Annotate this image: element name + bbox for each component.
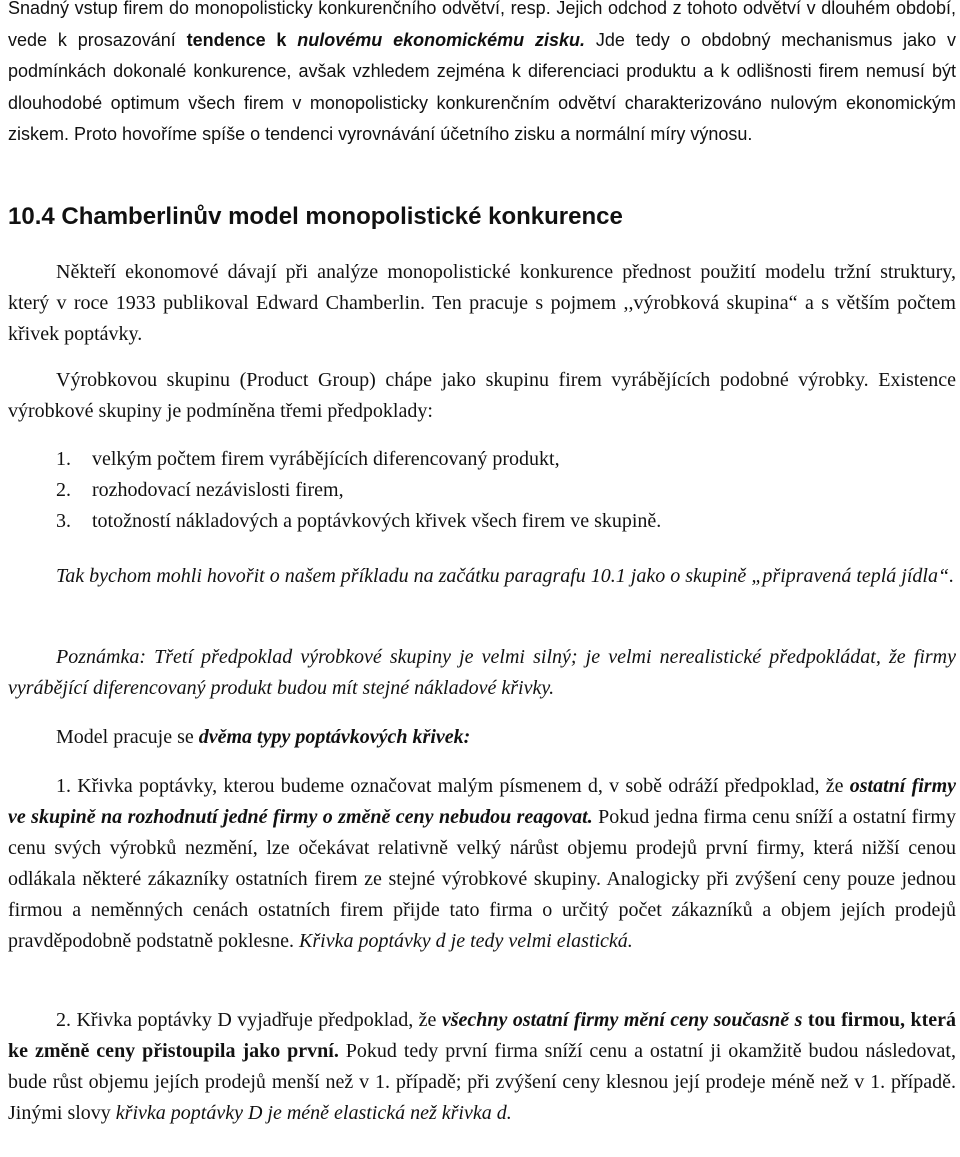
demand-D-emphasis: všechny ostatní firmy mění ceny současně s — [441, 1009, 803, 1031]
intro-paragraph — [8, 0, 956, 151]
intro-text-rest: Jde tedy o obdobný mechanismus jako v podmínkách dokonalé konkurence, avšak vzhledem zejména k diferenciaci produktu a k odlišnosti firem nemusí být dlouhodobé optimum všech firem v monopolisticky konkurenčním odvětví charakterizováno nulovým ekonomickým ziskem. — [8, 29, 956, 144]
demand-d-conclusion: Křivka poptávky d je tedy velmi elastická. — [299, 930, 633, 952]
paragraph-note — [8, 642, 956, 704]
paragraph-demand-d — [8, 771, 956, 957]
conditions-list — [8, 444, 956, 537]
intro-text: Snadný vstup firem do monopolisticky konkurenčního odvětví, resp. Jejich odchod z tohoto odvětví v dlouhém období, vede k prosazování — [8, 0, 956, 50]
model-text-emphasis: dvěma typy poptávkových křivek: — [198, 726, 471, 748]
list-item-number: 3. — [56, 510, 71, 532]
demand-D-body: Pokud tedy první firma sníží cenu a ostatní ji okamžitě budou následovat, bude růst objemu jejích prodejů menší než v 1. případě; při zvýšení ceny klesnou její prodeje méně než v 1. případě. Jinými slovy — [8, 1040, 956, 1124]
list-item-text: rozhodovací nezávislosti firem, — [92, 479, 344, 501]
demand-d-text: 1. Křivka poptávky, kterou budeme označovat malým písmenem d, v sobě odráží předpoklad, že — [56, 775, 850, 797]
list-item — [8, 475, 956, 506]
paragraph-example: Tak bychom mohli hovořit o našem příkladu na začátku paragrafu 10.1 jako o skupině „připravená teplá jídla“. — [56, 565, 955, 587]
intro-bold: tendence k — [186, 29, 298, 50]
section-heading: 10.4 Chamberlinův model monopolistické konkurence — [8, 203, 623, 230]
list-item — [8, 444, 956, 475]
demand-D-conclusion: křivka poptávky D je méně elastická než křivka d. — [115, 1102, 512, 1124]
paragraph-model — [8, 722, 956, 753]
paragraph-demand-D — [8, 1005, 956, 1129]
list-item-number: 1. — [56, 448, 71, 470]
paragraph-product-group: Výrobkovou skupinu (Product Group) chápe jako skupinu firem vyrábějících podobné výrobky. Existence výrobkové skupiny je podmíněna třemi předpoklady: — [8, 369, 956, 422]
note-text-rest: ; je velmi nerealistické předpokládat, že firmy vyrábějící diferencovaný produkt budou mít stejné nákladové křivky. — [8, 646, 956, 699]
demand-D-text: 2. Křivka poptávky D vyjadřuje předpoklad, že — [56, 1009, 442, 1031]
demand-D-emphasis-2: tou firmou, která ke změně ceny přistoupila jako první. — [8, 1009, 956, 1062]
paragraph-chamberlin: Někteří ekonomové dávají při analýze monopolistické konkurence přednost použití modelu tržní struktury, který v roce 1933 publikoval Edward Chamberlin. Ten pracuje s pojmem ,,výrobková skupina“ a s větším počtem křivek poptávky. — [8, 261, 956, 345]
intro-bold-italic: nulovému ekonomickému zisku. — [297, 29, 586, 50]
intro-text-end: Proto hovoříme spíše o tendenci vyrovnávání účetního zisku a normální míry výnosu. — [69, 124, 753, 144]
demand-d-emphasis: ostatní firmy ve skupině na rozhodnutí jedné firmy o změně ceny nebudou reagovat. — [8, 775, 957, 828]
note-text: Poznámka: Třetí předpoklad výrobkové skupiny je velmi silný — [56, 646, 571, 668]
list-item-text: totožností nákladových a poptávkových křivek všech firem ve skupině. — [92, 510, 662, 532]
list-item — [8, 506, 956, 537]
list-item-number: 2. — [56, 479, 71, 501]
list-item-text: velkým počtem firem vyrábějících diferencovaný produkt, — [92, 448, 560, 470]
demand-d-body: Pokud jedna firma cenu sníží a ostatní firmy cenu svých výrobků nezmění, lze očekávat relativně velký nárůst objemu prodejů první firmy, která nižší cenou odlákala některé zákazníky ostatních firem ze stejné výrobkové skupiny. Analogicky při zvýšení ceny pouze jednou firmou a neměnných cenách ostatních firem přijde tato firma o určitý počet zákazníků a objem jejích prodejů pravděpodobně podstatně poklesne. — [8, 806, 956, 952]
model-text: Model pracuje se — [56, 726, 199, 748]
